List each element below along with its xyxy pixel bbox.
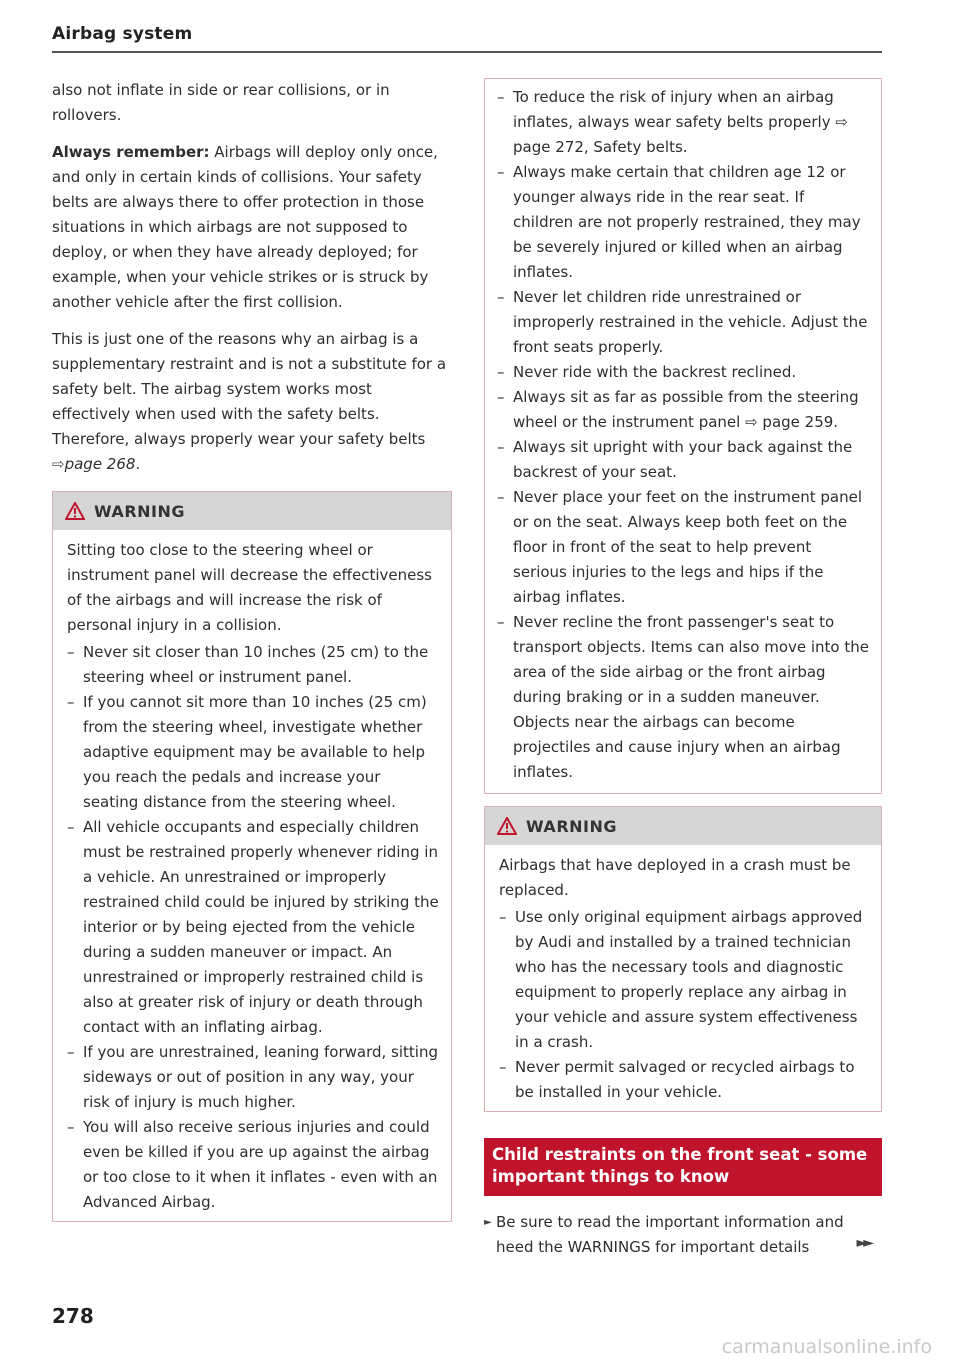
warning-body [485,845,881,1111]
list-item: – Never permit salvaged or recycled airbags to be installed in your vehicle. [499,1055,869,1105]
list-item: – Never ride with the backrest reclined. [497,360,869,385]
warning-title: WARNING [94,501,185,521]
section-heading-child-restraints: Child restraints on the front seat - some important things to know [484,1138,882,1196]
warning-title: WARNING [526,816,617,836]
ref-arrow-icon: ⇨ [52,455,65,473]
warning-triangle-icon [497,817,517,835]
always-remember-text: Airbags will deploy only once, and only in certain kinds of collisions. Your safety belts are always there to offer protection in those situations in which airbags are not supposed to deploy, or when they have already deployed; for example, when your vehicle strikes or is struck by another vehicle after the first collision. [52,143,438,311]
paragraph-rollovers: also not inflate in side or rear collisions, or in rollovers. [52,81,390,124]
left-column [52,78,452,1222]
list-item: – Use only original equipment airbags approved by Audi and installed by a trained technician who has the necessary tools and diagnostic equipment to properly replace any airbag in your vehicle and assure system effectiveness in a crash. [499,905,869,1055]
paragraph-always-remember [52,140,452,315]
list-item: – Always make certain that children age 12 or younger always ride in the rear seat. If children are not properly restrained, they may be severely injured or killed when an airbag inflates. [497,160,869,285]
list-item: – Never place your feet on the instrument panel or on the seat. Always keep both feet on the floor in front of the seat to help prevent serious injuries to the legs and hips if the airbag inflates. [497,485,869,610]
paragraph-supplementary [52,327,452,477]
watermark: carmanualsonline.info [721,1336,932,1358]
safety-list [497,85,869,785]
section-intro [484,1210,882,1260]
warning-list [499,905,869,1105]
continue-arrow-icon: ►► [856,1235,870,1251]
warning-list [67,640,439,1215]
list-item: – Never sit closer than 10 inches (25 cm) to the steering wheel or instrument panel. [67,640,439,690]
list-item: – All vehicle occupants and especially children must be restrained properly whenever riding in a vehicle. An unrestrained or improperly restrained child could be injured by striking the interior or by being ejected from the vehicle during a sudden maneuver or impact. An unrestrained or improperly restrained child is also at greater risk of injury or death through contact with an inflating airbag. [67,815,439,1040]
period: . [135,455,141,473]
right-column [484,78,882,1260]
list-item: – You will also receive serious injuries and could even be killed if you are up against the airbag or too close to it when it inflates - even with an Advanced Airbag. [67,1115,439,1215]
page-header-title: Airbag system [52,24,193,44]
list-item: – To reduce the risk of injury when an airbag inflates, always wear safety belts properly ⇨ page 272, Safety belts. [497,85,869,160]
supplementary-text: This is just one of the reasons why an airbag is a supplementary restraint and is not a substitute for a safety belt. The airbag system works most effectively when used with the safety belts. Therefore, always properly wear your safety belts [52,330,447,448]
list-item: – If you are unrestrained, leaning forward, sitting sideways or out of position in any way, your risk of injury is much higher. [67,1040,439,1115]
always-remember-label: Always remember: [52,143,210,161]
warning-intro: Sitting too close to the steering wheel or instrument panel will decrease the effectiveness of the airbags and will increase the risk of personal injury in a collision. [67,541,432,634]
warning-continuation-box [484,78,882,794]
warning-body [53,530,451,1221]
list-item: – If you cannot sit more than 10 inches (25 cm) from the steering wheel, investigate whether adaptive equipment may be available to help you reach the pedals and increase your seating distance from the steering wheel. [67,690,439,815]
list-item: – Always sit as far as possible from the steering wheel or the instrument panel ⇨ page 259. [497,385,869,435]
intro-text: Be sure to read the important information and heed the WARNINGS for important details [496,1213,844,1256]
warning-header [485,807,881,845]
warning-triangle-icon [65,502,85,520]
warning-header [53,492,451,530]
page-ref-268[interactable] [52,455,135,473]
warning-box-deployed [484,806,882,1112]
header-divider [52,51,882,53]
ref-label: page 268 [64,455,136,473]
list-item: – Never let children ride unrestrained or improperly restrained in the vehicle. Adjust the front seats properly. [497,285,869,360]
warning-box-seating [52,491,452,1222]
list-item: – Always sit upright with your back against the backrest of your seat. [497,435,869,485]
list-item: – Never recline the front passenger's seat to transport objects. Items can also move into the area of the side airbag or the front airbag during braking or in a sudden maneuver. Objects near the airbags can become projectiles and cause injury when an airbag inflates. [497,610,869,785]
page-number: 278 [52,1304,94,1328]
warning-intro: Airbags that have deployed in a crash must be replaced. [499,856,851,899]
